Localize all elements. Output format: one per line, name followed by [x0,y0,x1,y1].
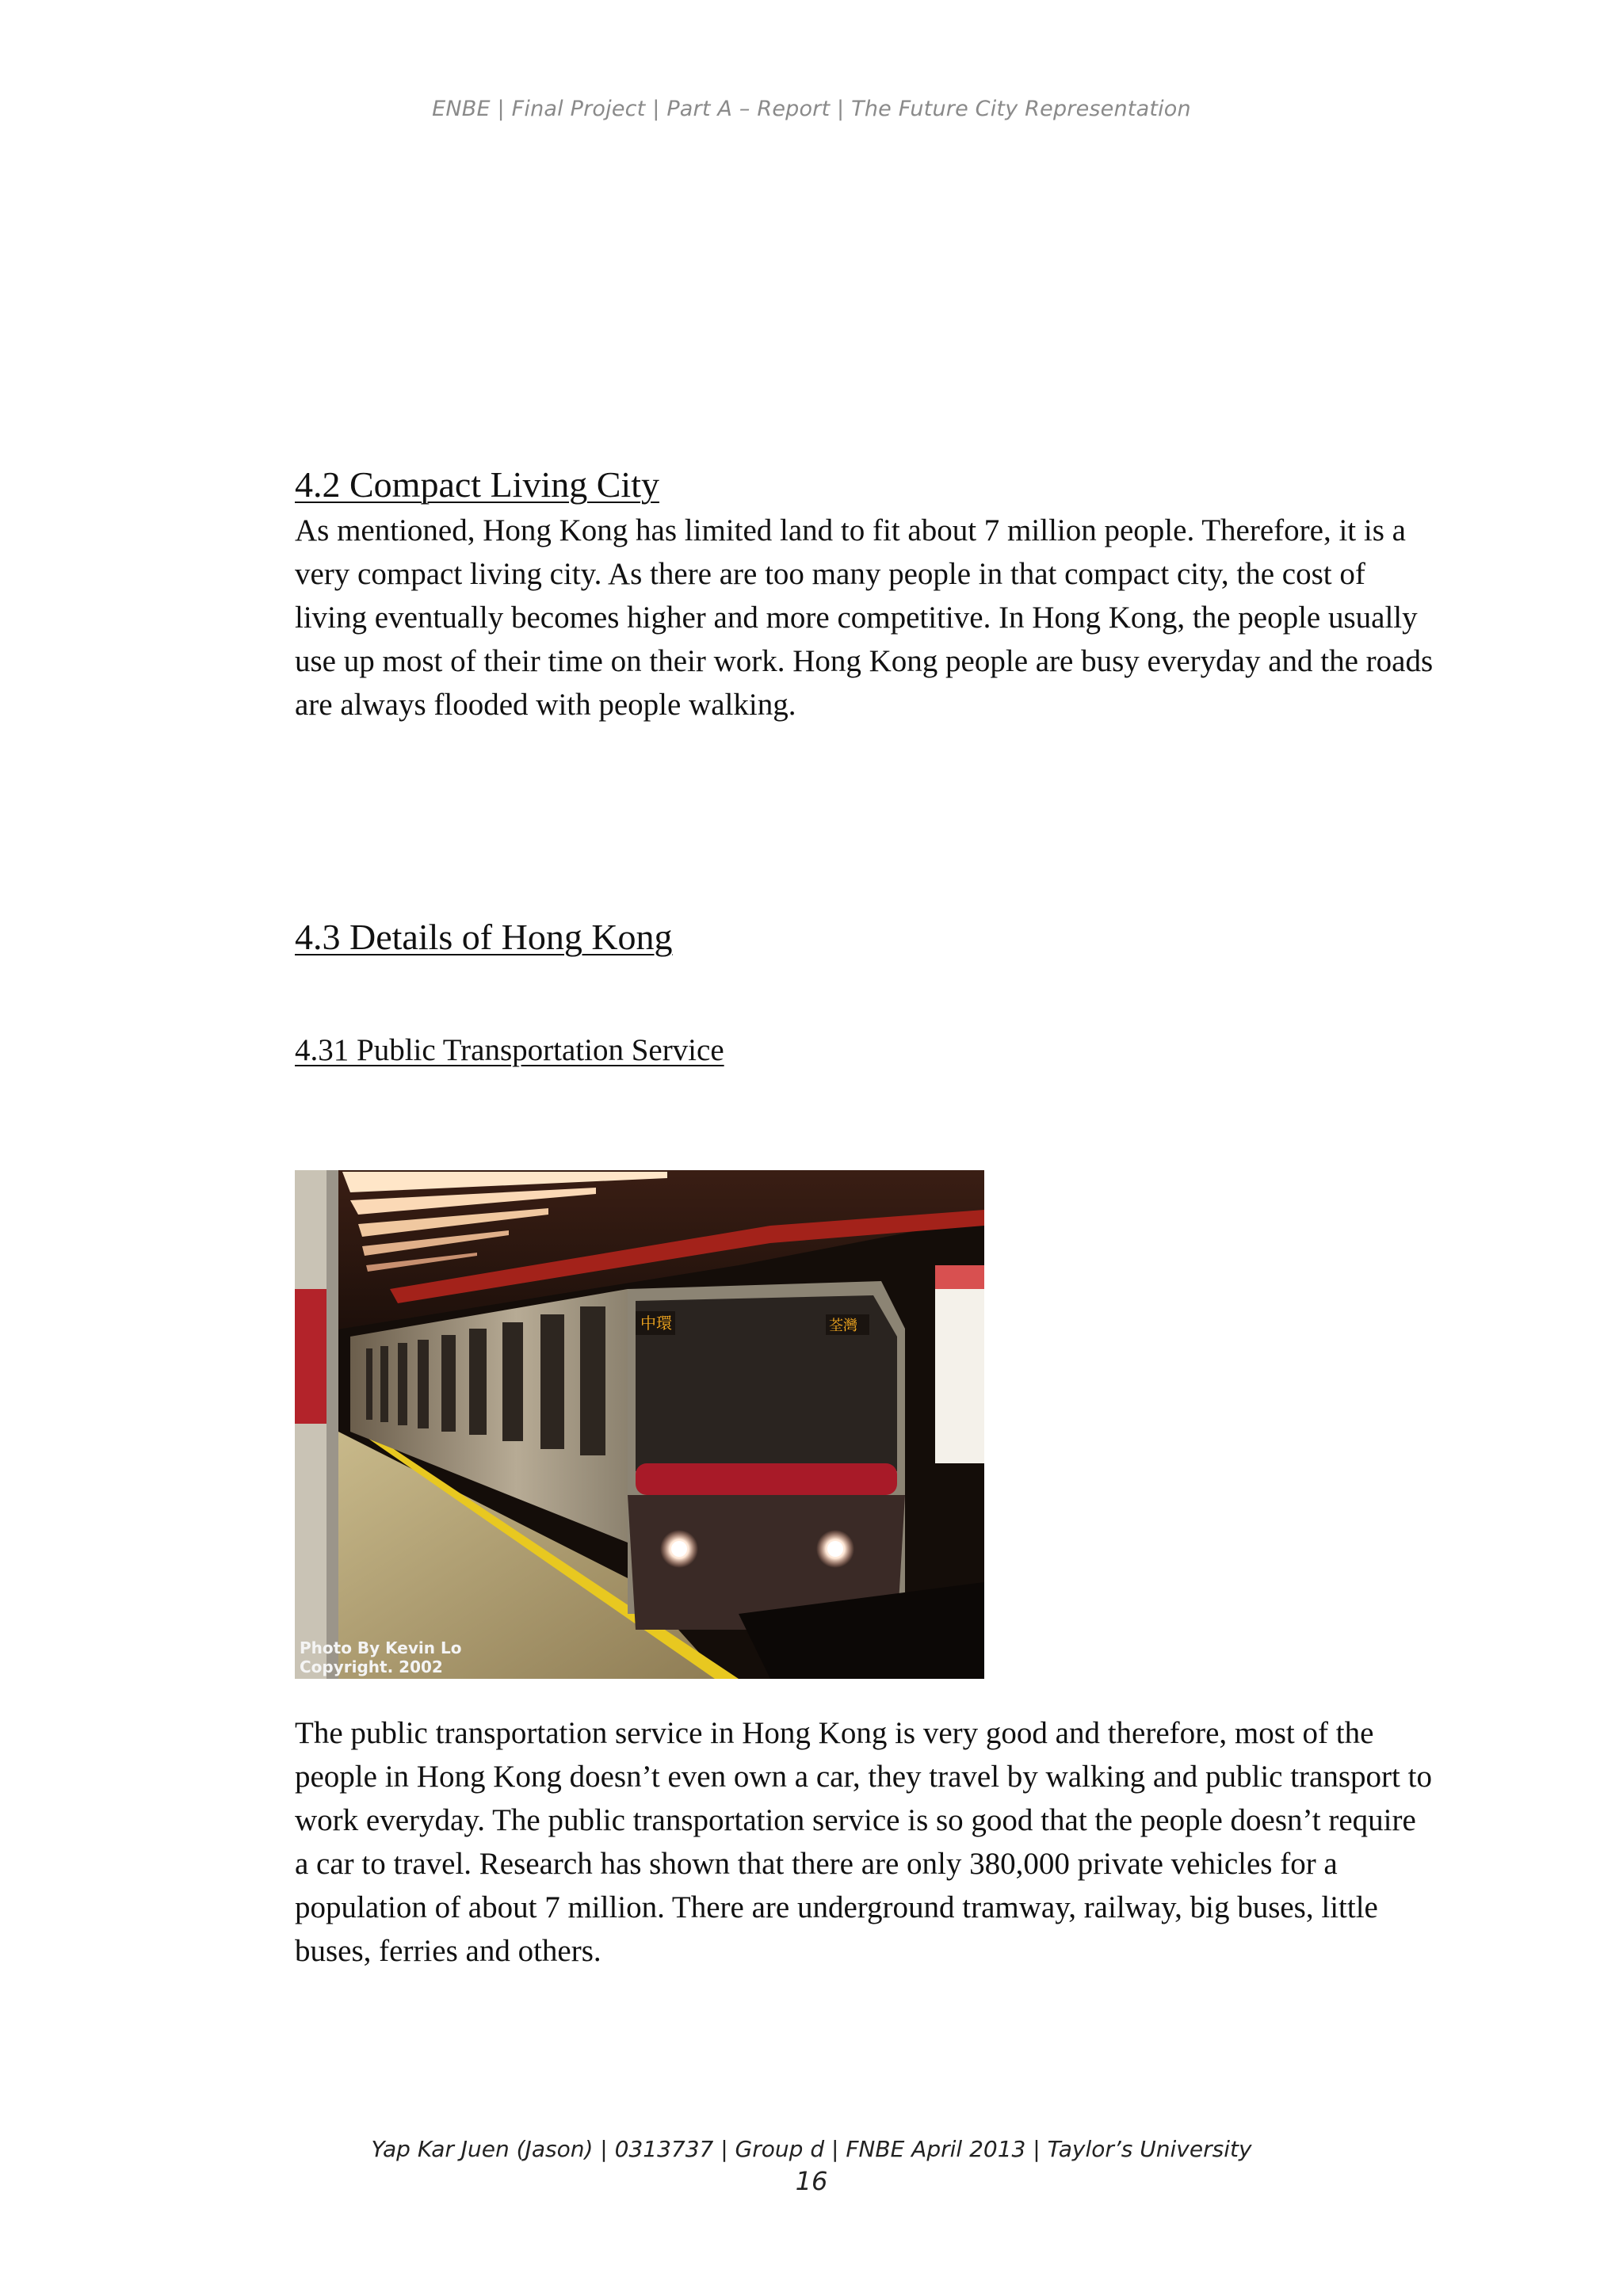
svg-text:荃灣: 荃灣 [829,1318,857,1334]
section-title-compact-living: 4.2 Compact Living City [295,464,659,505]
mtr-train-photo [295,1170,984,1679]
page-header: ENBE | Final Project | Part A – Report | The Future City Representation [432,97,1191,121]
section-title-details: 4.3 Details of Hong Kong [295,917,673,957]
svg-text:中環: 中環 [640,1314,672,1333]
page-footer: Yap Kar Juen (Jason) | 0313737 | Group d | FNBE April 2013 | Taylor’s University [371,2136,1252,2162]
photo-caption-line-2: Copyright. 2002 [300,1657,443,1676]
subsection-title-public-transport: 4.31 Public Transportation Service [295,1033,724,1067]
section-body-public-transport: The public transportation service in Hong Kong is very good and therefore, most of the people in Hong Kong doesn’t even own a car, they travel by walking and public transport to work everyday. The public transportation service is so good that the people doesn’t require a car to travel. Research has shown that there are only 380,000 private vehicles for a population of about 7 million. There are underground tramway, railway, big buses, little buses, ferries and others. [295,1716,1432,1968]
section-body-compact-living: As mentioned, Hong Kong has limited land to fit about 7 million people. Therefore, it is a very compact living city. As there are too many people in that compact city, the cost of living eventually becomes higher and more competitive. In Hong Kong, the people usually use up most of their time on their work. Hong Kong people are busy everyday and the roads are always flooded with people walking. [295,513,1434,722]
page-number: 16 [795,2166,828,2196]
photo-caption-line-1: Photo By Kevin Lo [300,1638,462,1657]
